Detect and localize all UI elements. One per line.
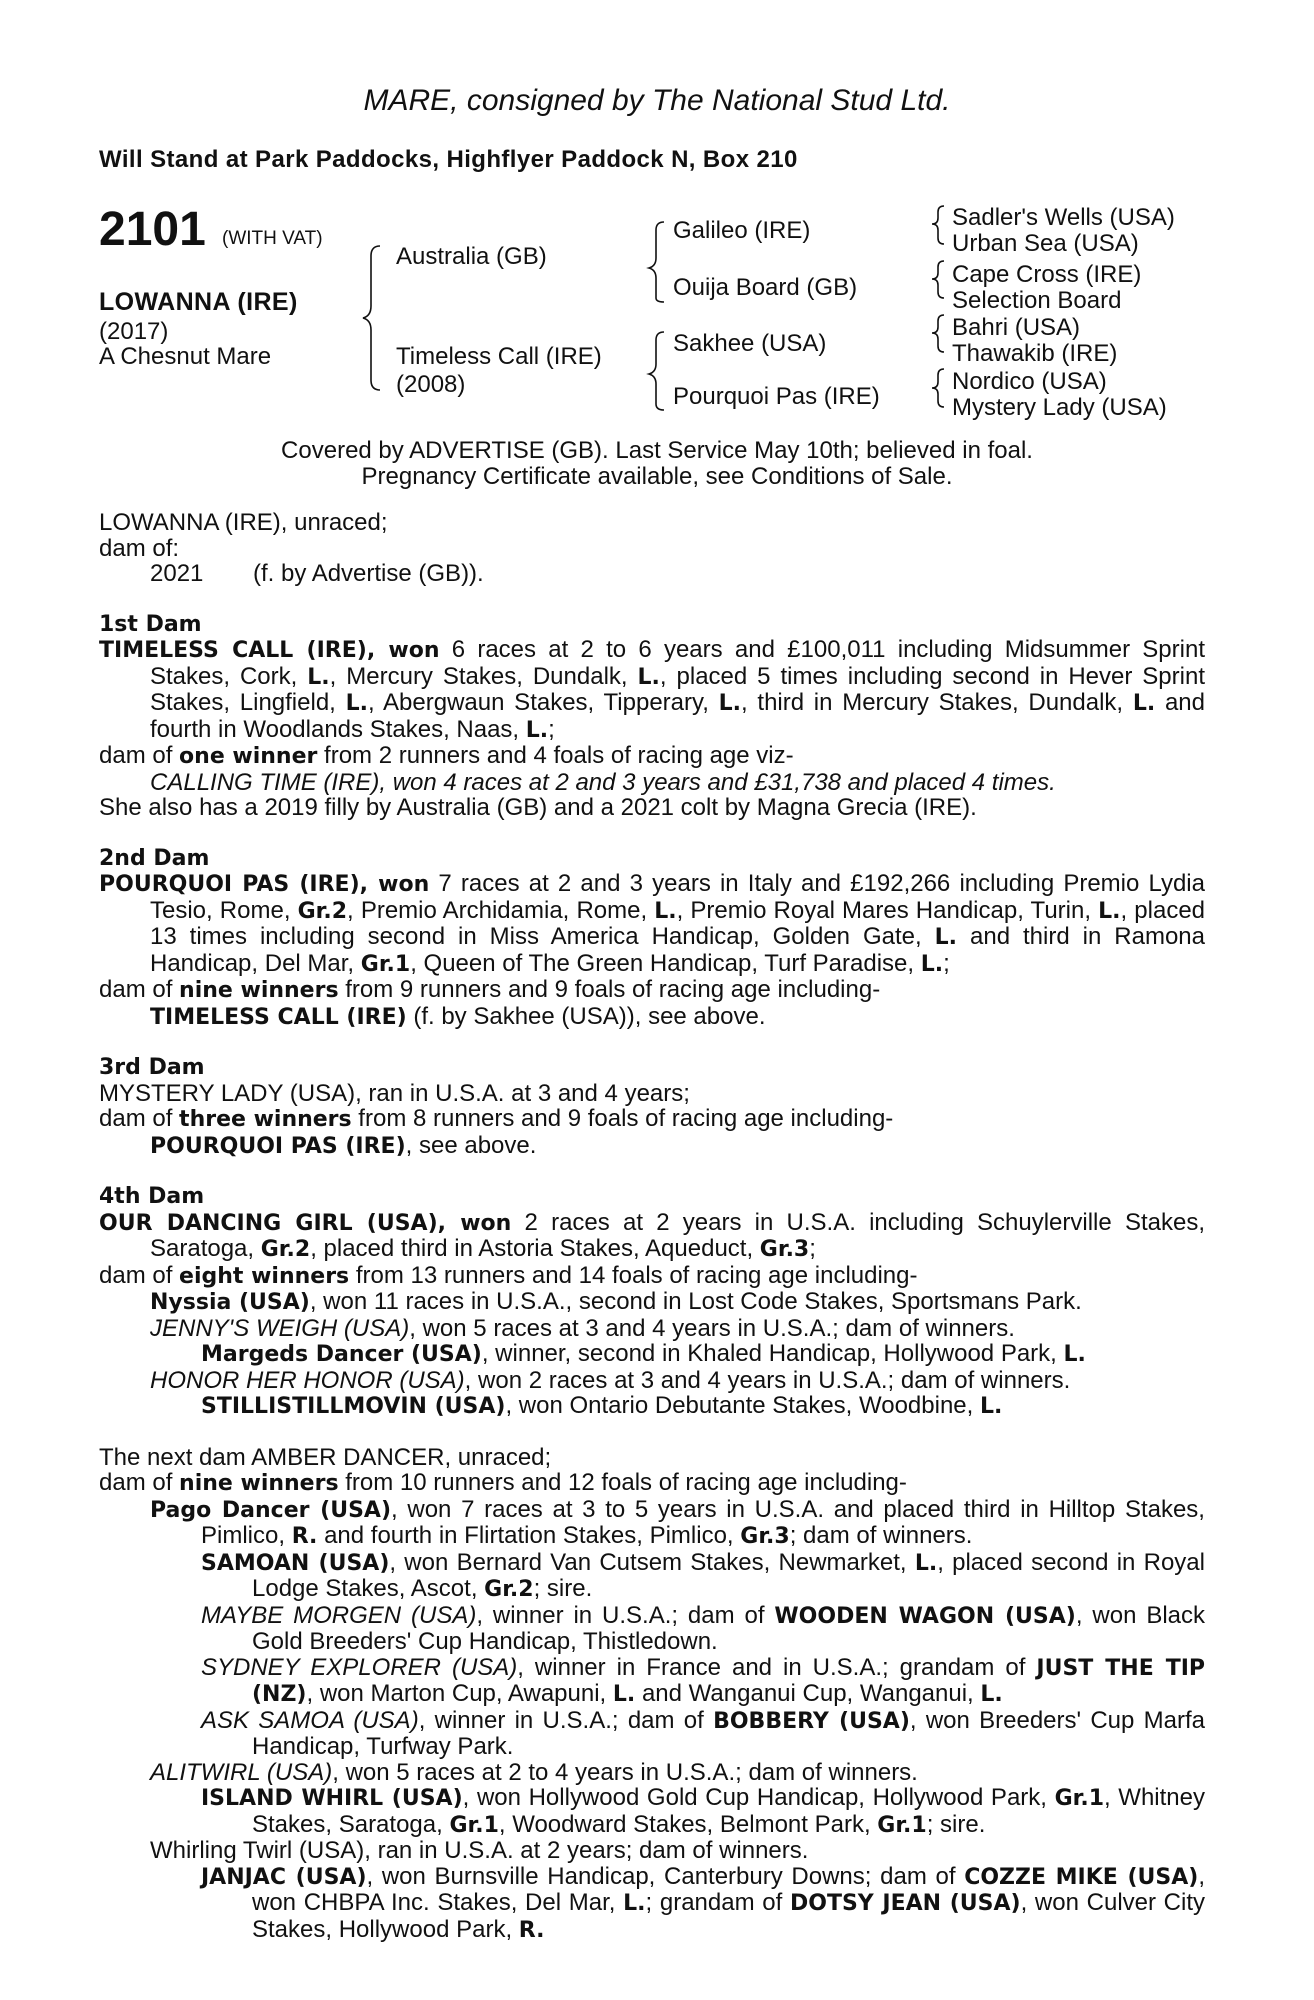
brace-g3 [932, 315, 944, 352]
next-janjac: JANJAC (USA), won Burnsville Handicap, Canterbury Downs; dam of COZZE MIKE (USA), won CHBPA Inc. Stakes, Del Mar, L.; grandam of DOTSY JEAN (USA), won Culver City Stakes, Hollywood Park, R. [201, 1862, 1206, 1943]
next-samoan: SAMOAN (USA), won Bernard Van Cutsem Stakes, Newmarket, L., placed second in Royal Lodge Stakes, Ascot, Gr.2; sire. [201, 1548, 1205, 1602]
dam1-record: TIMELESS CALL (IRE), won 6 races at 2 to 6 years and £100,011 including Midsummer Sprint Stakes, Cork, L., Mercury Stakes, Dundalk, L., placed 5 times including second in Hever Sprint Stakes, Lingfield, L., Abergwaun Stakes, Tipperary, L., third in Mercury Stakes, Dundalk, L. and fourth in Woodlands Stakes, Naas, L.; [99, 636, 1206, 743]
covered-line-2: Pregnancy Certificate available, see Conditions of Sale. [361, 463, 953, 490]
intro-foal-row [99, 561, 1205, 587]
brace-main [363, 246, 380, 390]
dam1-dam-of: dam of one winner from 2 runners and 4 foals of racing age viz- [99, 742, 794, 769]
dam4-heading: 4th Dam [99, 1184, 205, 1209]
pedigree-g3: Cape Cross (IRE) [952, 261, 1142, 288]
dam4-progeny-3: Margeds Dancer (USA), winner, second in Khaled Handicap, Hollywood Park, L. [201, 1340, 1086, 1367]
horse-description: A Chesnut Mare [99, 343, 272, 370]
pedigree-g8: Mystery Lady (USA) [952, 394, 1167, 421]
pedigree-g1: Sadler's Wells (USA) [952, 204, 1175, 231]
dam2-record: POURQUOI PAS (IRE), won 7 races at 2 and 3 years in Italy and £192,266 including Premio Lydia Tesio, Rome, Gr.2, Premio Archidamia, Rome, L., Premio Royal Mares Handicap, Turin, L., placed 13 times including second in Miss America Handicap, Golden Gate, L. and third in Ramona Handicap, Del Mar, Gr.1, Queen of The Green Handicap, Turf Paradise, L.; [99, 870, 1206, 977]
dam1-progeny: CALLING TIME (IRE), won 4 races at 2 and 3 years and £31,738 and placed 4 times. [150, 768, 1056, 796]
next-maybe: MAYBE MORGEN (USA), winner in U.S.A.; dam of WOODEN WAGON (USA), won Black Gold Breeders' Cup Handicap, Thistledown. [201, 1601, 1206, 1655]
pedigree-g4: Selection Board [952, 287, 1122, 314]
next-alitwirl: ALITWIRL (USA), won 5 races at 2 to 4 years in U.S.A.; dam of winners. [150, 1758, 918, 1786]
foal-year: 2021 [150, 560, 204, 587]
pedigree-g2: Urban Sea (USA) [952, 230, 1139, 257]
pedigree-g5: Bahri (USA) [952, 314, 1081, 341]
next-dam-line: The next dam AMBER DANCER, unraced; [99, 1443, 552, 1471]
brace-g2 [932, 261, 944, 298]
produce-record [99, 510, 1205, 1943]
horse-name: LOWANNA (IRE) [99, 288, 298, 316]
pedigree-g6: Thawakib (IRE) [952, 340, 1118, 367]
dam4-progeny-1: Nyssia (USA), won 11 races in U.S.A., second in Lost Code Stakes, Sportsmans Park. [150, 1288, 1082, 1315]
pedigree-dam-year: (2008) [396, 371, 466, 398]
next-pago: Pago Dancer (USA), won 7 races at 3 to 5 years in U.S.A. and placed third in Hilltop Stakes, Pimlico, R. and fourth in Flirtation Stakes, Pimlico, Gr.3; dam of winners. [150, 1495, 1205, 1549]
pedigree-dam-sire: Sakhee (USA) [673, 330, 827, 357]
next-ask: ASK SAMOA (USA), winner in U.S.A.; dam of BOBBERY (USA), won Breeders' Cup Marfa Handicap, Turfway Park. [201, 1706, 1205, 1760]
dam1-won: won [388, 638, 440, 663]
next-dam-of: dam of nine winners from 10 runners and 12 foals of racing age including- [99, 1469, 907, 1496]
brace-g4 [932, 369, 944, 407]
dam4-record: OUR DANCING GIRL (USA), won 2 races at 2 years in U.S.A. including Schuylerville Stakes, Saratoga, Gr.2, placed third in Astoria Stakes, Aqueduct, Gr.3; [99, 1208, 1205, 1262]
dam1-heading: 1st Dam [99, 611, 202, 637]
brace-sire [649, 222, 664, 302]
dam2-dam-of: dam of nine winners from 9 runners and 9 foals of racing age including- [99, 976, 881, 1003]
covered-note [0, 438, 1314, 490]
dam4-dam-of: dam of eight winners from 13 runners and 14 foals of racing age including- [99, 1261, 918, 1289]
foal-detail: (f. by Advertise (GB)). [253, 560, 484, 587]
dam2-heading: 2nd Dam [99, 845, 210, 871]
dam3-line-1: MYSTERY LADY (USA), ran in U.S.A. at 3 and 4 years; [99, 1079, 690, 1107]
dam4-progeny-5: STILLISTILLMOVIN (USA), won Ontario Debutante Stakes, Woodbine, L. [201, 1392, 1003, 1419]
brace-g1 [932, 206, 944, 244]
brace-dam [649, 332, 664, 410]
pedigree-dam-dam: Pourquoi Pas (IRE) [673, 383, 880, 410]
lot-number: 2101 [99, 203, 206, 256]
next-whirling: Whirling Twirl (USA), ran in U.S.A. at 2 years; dam of winners. [150, 1837, 809, 1864]
stand-location: Will Stand at Park Paddocks, Highflyer Paddock N, Box 210 [99, 146, 798, 173]
dam3-heading: 3rd Dam [99, 1055, 205, 1080]
dam1-also: She also has a 2019 filly by Australia (GB) and a 2021 colt by Magna Grecia (IRE). [99, 794, 977, 821]
dam2-name: POURQUOI PAS (IRE) [99, 872, 360, 897]
dam3-dam-of: dam of three winners from 8 runners and 9 foals of racing age including- [99, 1105, 894, 1132]
intro-line-1: LOWANNA (IRE), unraced; [99, 509, 388, 536]
dam1-name: TIMELESS CALL (IRE) [99, 638, 367, 663]
page-title: MARE, consigned by The National Stud Ltd. [363, 84, 951, 117]
next-sydney: SYDNEY EXPLORER (USA), winner in France and in U.S.A.; grandam of JUST THE TIP (NZ), won Marton Cup, Awapuni, L. and Wanganui Cup, Wanganui, L. [201, 1653, 1206, 1707]
pedigree-sire-dam: Ouija Board (GB) [673, 274, 858, 301]
dam4-progeny-4: HONOR HER HONOR (USA), won 2 races at 3 and 4 years in U.S.A.; dam of winners. [150, 1366, 1071, 1394]
intro-line-2: dam of: [99, 534, 180, 562]
pedigree-sire-sire: Galileo (IRE) [673, 217, 811, 244]
dam3-progeny: POURQUOI PAS (IRE), see above. [150, 1131, 537, 1159]
covered-line-1: Covered by ADVERTISE (GB). Last Service May 10th; believed in foal. [281, 437, 1033, 464]
pedigree-dam: Timeless Call (IRE) [396, 343, 602, 370]
next-island: ISLAND WHIRL (USA), won Hollywood Gold Cup Handicap, Hollywood Park, Gr.1, Whitney Stakes, Saratoga, Gr.1, Woodward Stakes, Belmont Park, Gr.1; sire. [201, 1784, 1205, 1838]
vat-note: (WITH VAT) [222, 228, 323, 249]
pedigree-g7: Nordico (USA) [952, 368, 1107, 395]
pedigree-sire: Australia (GB) [396, 243, 547, 270]
dam4-progeny-2: JENNY'S WEIGH (USA), won 5 races at 3 and 4 years in U.S.A.; dam of winners. [150, 1314, 1015, 1342]
dam2-progeny: TIMELESS CALL (IRE) (f. by Sakhee (USA)), see above. [150, 1002, 766, 1030]
horse-year: (2017) [99, 318, 169, 345]
